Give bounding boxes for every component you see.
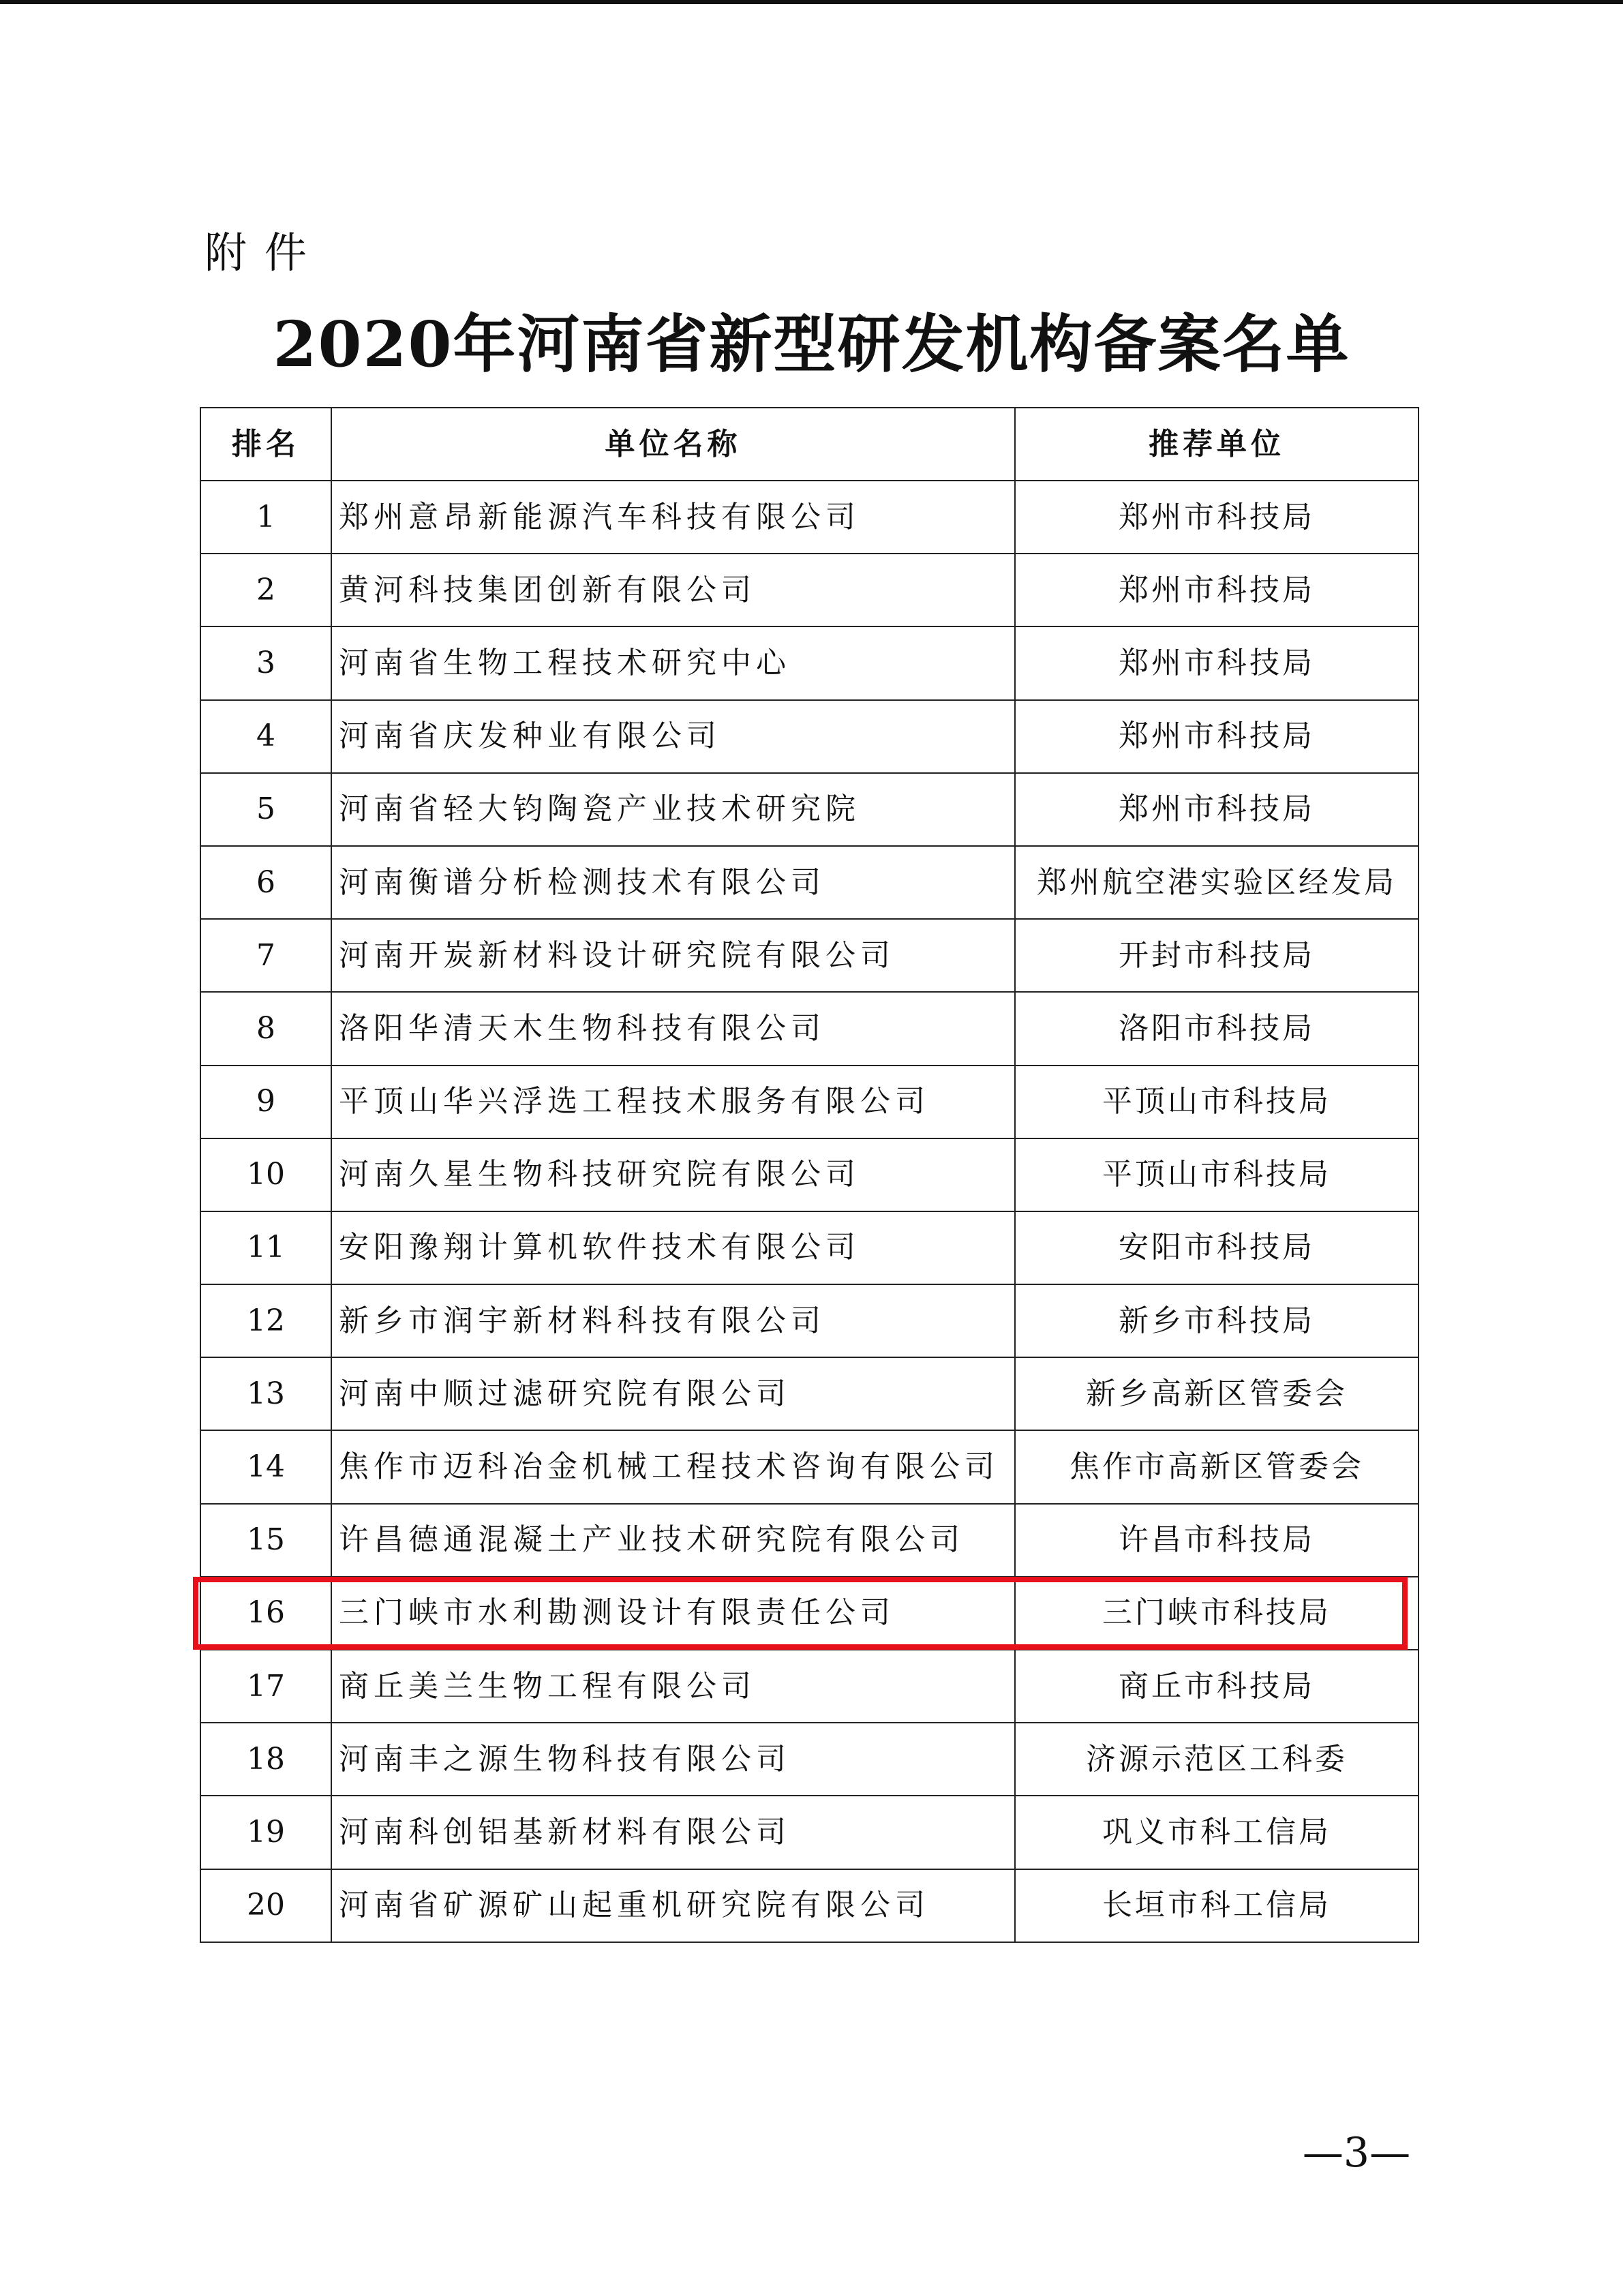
- rank-cell: 10: [200, 1138, 331, 1211]
- table-row: [200, 1138, 1419, 1211]
- table-row: [200, 1284, 1419, 1357]
- table-row: [200, 1723, 1419, 1796]
- unit-name-cell: 商丘美兰生物工程有限公司: [331, 1650, 1015, 1723]
- rank-cell: 5: [200, 773, 331, 846]
- unit-name-cell: 河南省矿源矿山起重机研究院有限公司: [331, 1869, 1015, 1942]
- table-row: [200, 773, 1419, 846]
- recommender-cell: 许昌市科技局: [1015, 1504, 1419, 1577]
- rank-cell: 20: [200, 1869, 331, 1942]
- rank-cell: 13: [200, 1357, 331, 1430]
- record-table: [200, 407, 1419, 1943]
- table-row: [200, 626, 1419, 699]
- rank-cell: 18: [200, 1723, 331, 1796]
- rank-cell: 15: [200, 1504, 331, 1577]
- unit-name-cell: 河南开炭新材料设计研究院有限公司: [331, 919, 1015, 992]
- table-row: [200, 992, 1419, 1065]
- unit-name-cell: 安阳豫翔计算机软件技术有限公司: [331, 1211, 1015, 1284]
- table-row: [200, 1869, 1419, 1942]
- rank-cell: 7: [200, 919, 331, 992]
- recommender-cell: 济源示范区工科委: [1015, 1723, 1419, 1796]
- header-unit-name: 单位名称: [331, 408, 1015, 481]
- unit-name-cell: 郑州意昂新能源汽车科技有限公司: [331, 481, 1015, 554]
- table-header-row: [200, 408, 1419, 481]
- unit-name-cell: 河南衡谱分析检测技术有限公司: [331, 846, 1015, 919]
- recommender-cell: 开封市科技局: [1015, 919, 1419, 992]
- table-row: [200, 1650, 1419, 1723]
- unit-name-cell: 河南省庆发种业有限公司: [331, 700, 1015, 773]
- recommender-cell: 郑州市科技局: [1015, 700, 1419, 773]
- unit-name-cell: 洛阳华清天木生物科技有限公司: [331, 992, 1015, 1065]
- recommender-cell: 三门峡市科技局: [1015, 1577, 1419, 1650]
- rank-cell: 12: [200, 1284, 331, 1357]
- unit-name-cell: 河南丰之源生物科技有限公司: [331, 1723, 1015, 1796]
- recommender-cell: 巩义市科工信局: [1015, 1796, 1419, 1869]
- recommender-cell: 郑州市科技局: [1015, 554, 1419, 626]
- table-row: [200, 554, 1419, 626]
- header-rank: 排名: [200, 408, 331, 481]
- recommender-cell: 洛阳市科技局: [1015, 992, 1419, 1065]
- table-row: [200, 700, 1419, 773]
- rank-cell: 11: [200, 1211, 331, 1284]
- unit-name-cell: 三门峡市水利勘测设计有限责任公司: [331, 1577, 1015, 1650]
- recommender-cell: 郑州航空港实验区经发局: [1015, 846, 1419, 919]
- recommender-cell: 郑州市科技局: [1015, 773, 1419, 846]
- recommender-cell: 商丘市科技局: [1015, 1650, 1419, 1723]
- rank-cell: 3: [200, 626, 331, 699]
- rank-cell: 1: [200, 481, 331, 554]
- recommender-cell: 新乡高新区管委会: [1015, 1357, 1419, 1430]
- recommender-cell: 安阳市科技局: [1015, 1211, 1419, 1284]
- rank-cell: 2: [200, 554, 331, 626]
- rank-cell: 14: [200, 1430, 331, 1503]
- table-row: [200, 846, 1419, 919]
- table-row: [200, 1357, 1419, 1430]
- table-row: [200, 1504, 1419, 1577]
- recommender-cell: 长垣市科工信局: [1015, 1869, 1419, 1942]
- page-top-edge: [0, 0, 1623, 4]
- rank-cell: 17: [200, 1650, 331, 1723]
- table-row: [200, 1796, 1419, 1869]
- unit-name-cell: 河南久星生物科技研究院有限公司: [331, 1138, 1015, 1211]
- unit-name-cell: 焦作市迈科冶金机械工程技术咨询有限公司: [331, 1430, 1015, 1503]
- table-row: [200, 1430, 1419, 1503]
- unit-name-cell: 河南科创铝基新材料有限公司: [331, 1796, 1015, 1869]
- header-recommender: 推荐单位: [1015, 408, 1419, 481]
- recommender-cell: 郑州市科技局: [1015, 481, 1419, 554]
- recommender-cell: 新乡市科技局: [1015, 1284, 1419, 1357]
- unit-name-cell: 许昌德通混凝土产业技术研究院有限公司: [331, 1504, 1015, 1577]
- unit-name-cell: 河南中顺过滤研究院有限公司: [331, 1357, 1015, 1430]
- recommender-cell: 焦作市高新区管委会: [1015, 1430, 1419, 1503]
- unit-name-cell: 河南省生物工程技术研究中心: [331, 626, 1015, 699]
- table-row-highlighted: [200, 1577, 1419, 1650]
- recommender-cell: 郑州市科技局: [1015, 626, 1419, 699]
- table-row: [200, 1211, 1419, 1284]
- table-body: [200, 481, 1419, 1942]
- document-title: 2020年河南省新型研发机构备案名单: [273, 307, 1350, 381]
- recommender-cell: 平顶山市科技局: [1015, 1066, 1419, 1138]
- recommender-cell: 平顶山市科技局: [1015, 1138, 1419, 1211]
- unit-name-cell: 黄河科技集团创新有限公司: [331, 554, 1015, 626]
- rank-cell: 6: [200, 846, 331, 919]
- table-row: [200, 481, 1419, 554]
- rank-cell: 4: [200, 700, 331, 773]
- unit-name-cell: 平顶山华兴浮选工程技术服务有限公司: [331, 1066, 1015, 1138]
- unit-name-cell: 河南省轻大钧陶瓷产业技术研究院: [331, 773, 1015, 846]
- rank-cell: 19: [200, 1796, 331, 1869]
- unit-name-cell: 新乡市润宇新材料科技有限公司: [331, 1284, 1015, 1357]
- page-number: —3—: [1302, 2129, 1411, 2177]
- rank-cell: 16: [200, 1577, 331, 1650]
- attachment-label: 附件: [204, 228, 325, 277]
- rank-cell: 9: [200, 1066, 331, 1138]
- table-row: [200, 919, 1419, 992]
- table-row: [200, 1066, 1419, 1138]
- rank-cell: 8: [200, 992, 331, 1065]
